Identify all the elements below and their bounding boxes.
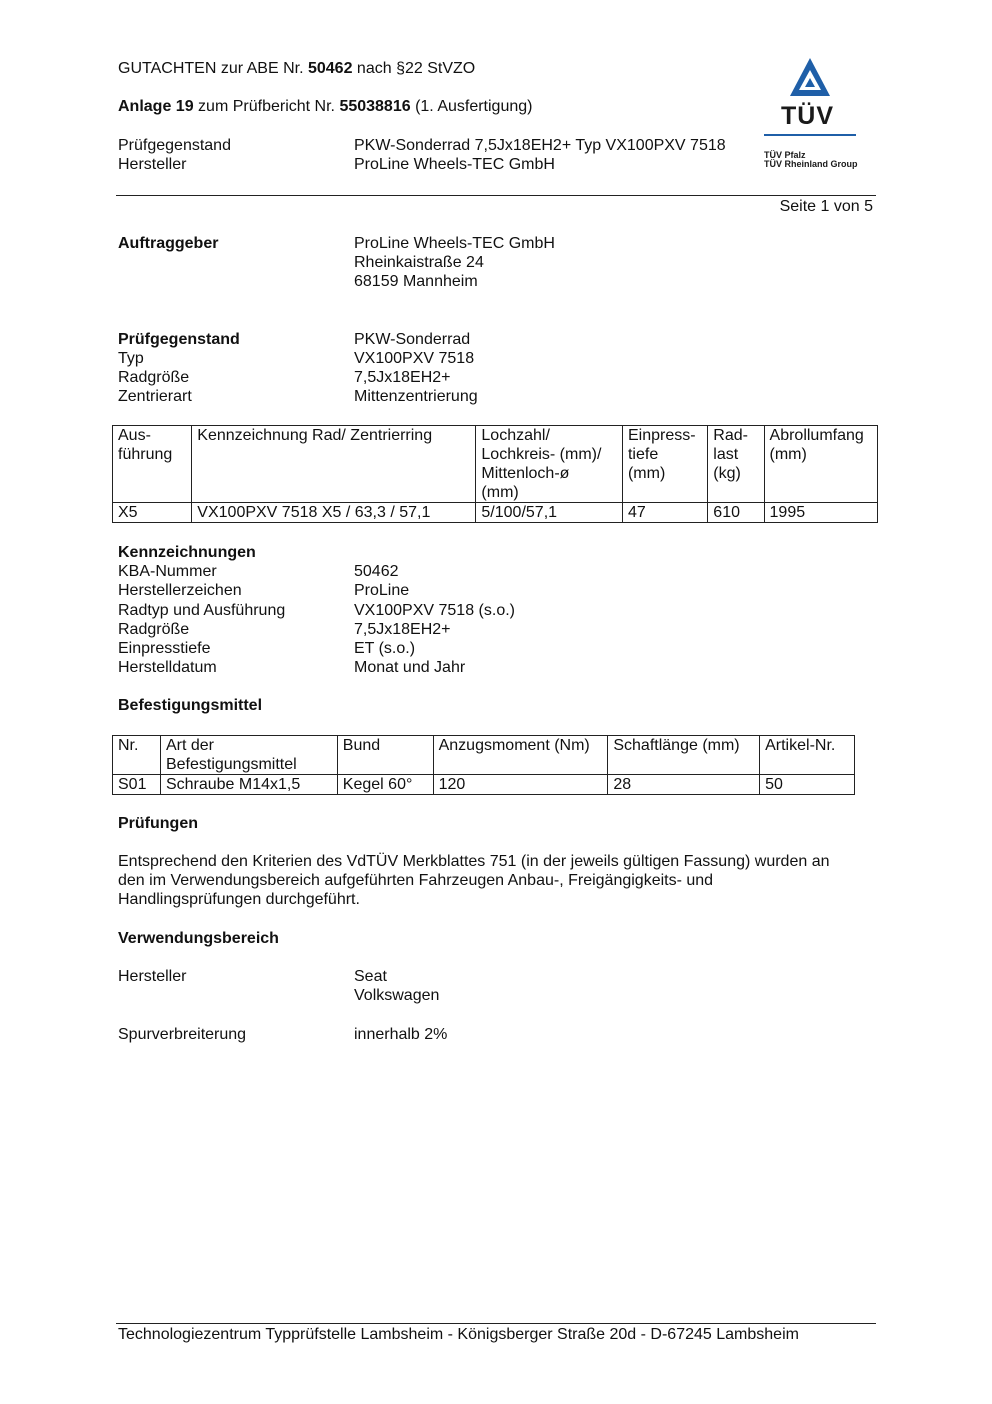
abe-number: 50462: [307, 60, 353, 77]
title-suffix: nach §22 StVZO: [356, 60, 476, 77]
tuv-group-text: TÜV Rheinland Group: [764, 159, 858, 169]
kz-value-1: 50462: [354, 563, 399, 580]
header-value-pruefgegenstand: PKW-Sonderrad 7,5Jx18EH2+ Typ VX100PXV 7518: [354, 137, 726, 154]
wheel-cell-radlast: 610: [708, 503, 764, 523]
fastener-cell-anzugsmoment: 120: [433, 775, 608, 795]
tuv-pfalz-text: TÜV Pfalz: [764, 150, 806, 160]
pg-label-4: Zentrierart: [118, 388, 192, 405]
annex-mid: zum Prüfbericht Nr.: [198, 98, 335, 115]
fastener-header-nr: Nr.: [113, 736, 161, 775]
auftraggeber-line-1: ProLine Wheels-TEC GmbH: [354, 235, 555, 252]
wheel-cell-ausfuehrung: X5: [113, 503, 192, 523]
fastener-header-bund: Bund: [337, 736, 433, 775]
report-number: 55038816: [339, 98, 411, 115]
wheel-cell-abrollumfang: 1995: [764, 503, 877, 523]
fastener-cell-nr: S01: [113, 775, 161, 795]
auftraggeber-label: Auftraggeber: [118, 235, 219, 252]
fastener-table-header-row: [113, 736, 855, 775]
header-label-pruefgegenstand: Prüfgegenstand: [118, 137, 231, 154]
wheel-cell-einpresstiefe: 47: [622, 503, 707, 523]
vb-hersteller-label: Hersteller: [118, 968, 187, 985]
auftraggeber-line-2: Rheinkaistraße 24: [354, 254, 484, 271]
annex-suffix: (1. Ausfertigung): [415, 98, 533, 115]
wheel-header-kennzeichnung: Kennzeichnung Rad/ Zentrierring: [192, 426, 476, 503]
kz-value-3: VX100PXV 7518 (s.o.): [354, 602, 515, 619]
verwendungsbereich-title: Verwendungsbereich: [118, 930, 279, 947]
fastener-cell-artikel: 50: [760, 775, 855, 795]
pg-value-1: PKW-Sonderrad: [354, 331, 471, 348]
pruefungen-line-3: Handlingsprüfungen durchgeführt.: [118, 891, 360, 908]
pg-value-2: VX100PXV 7518: [354, 350, 475, 367]
fastener-cell-art: Schraube M14x1,5: [160, 775, 337, 795]
wheel-header-radlast: Rad- last (kg): [708, 426, 764, 503]
pg-label-3: Radgröße: [118, 369, 190, 386]
wheel-header-abrollumfang: Abrollumfang (mm): [764, 426, 877, 503]
title-prefix: GUTACHTEN zur ABE Nr.: [118, 60, 304, 77]
kz-label-2: Herstellerzeichen: [118, 582, 242, 599]
tuv-logo: [764, 56, 858, 169]
kennzeichnungen-title: Kennzeichnungen: [118, 544, 256, 561]
pruefungen-line-1: Entsprechend den Kriterien des VdTÜV Merkblattes 751 (in der jeweils gültigen Fassung) wurden an: [118, 853, 830, 870]
fastener-table: [112, 735, 855, 795]
fastener-header-anzugsmoment: Anzugsmoment (Nm): [433, 736, 608, 775]
fastener-header-schaftlaenge: Schaftlänge (mm): [608, 736, 760, 775]
vb-spur-value: innerhalb 2%: [354, 1026, 448, 1043]
kz-label-1: KBA-Nummer: [118, 563, 217, 580]
vb-hersteller-1: Seat: [354, 968, 387, 985]
wheel-cell-lochzahl: 5/100/57,1: [476, 503, 623, 523]
kz-value-2: ProLine: [354, 582, 410, 599]
wheel-header-ausfuehrung: Aus- führung: [113, 426, 192, 503]
annex-line: [118, 97, 532, 116]
pg-label-2: Typ: [118, 350, 144, 367]
kz-value-4: 7,5Jx18EH2+: [354, 621, 451, 638]
wheel-table: [112, 425, 878, 523]
document-title-line: [118, 59, 475, 78]
kz-value-6: Monat und Jahr: [354, 659, 466, 676]
fastener-cell-bund: Kegel 60°: [337, 775, 433, 795]
pg-label-1: Prüfgegenstand: [118, 331, 240, 348]
befestigung-title: Befestigungsmittel: [118, 697, 263, 714]
kz-label-6: Herstelldatum: [118, 659, 217, 676]
kz-value-5: ET (s.o.): [354, 640, 416, 657]
wheel-header-einpresstiefe: Einpress- tiefe (mm): [622, 426, 707, 503]
table-row: [113, 775, 855, 795]
footer-divider: [116, 1323, 876, 1324]
pruefungen-title: Prüfungen: [118, 815, 198, 832]
annex-label: Anlage 19: [118, 98, 194, 115]
wheel-cell-kennzeichnung: VX100PXV 7518 X5 / 63,3 / 57,1: [192, 503, 476, 523]
pg-value-3: 7,5Jx18EH2+: [354, 369, 451, 386]
header-divider: [116, 195, 876, 196]
header-label-hersteller: Hersteller: [118, 156, 187, 173]
tuv-logo-text: TÜV: [781, 102, 834, 130]
fastener-header-art: Art der Befestigungsmittel: [160, 736, 337, 775]
fastener-header-artikel: Artikel-Nr.: [760, 736, 855, 775]
pruefungen-line-2: den im Verwendungsbereich aufgeführten Fahrzeugen Anbau-, Freigängigkeits- und: [118, 872, 714, 889]
auftraggeber-line-3: 68159 Mannheim: [354, 273, 478, 290]
wheel-header-lochzahl: Lochzahl/ Lochkreis- (mm)/ Mittenloch-ø (mm): [476, 426, 623, 503]
vb-hersteller-2: Volkswagen: [354, 987, 440, 1004]
vb-spur-label: Spurverbreiterung: [118, 1026, 247, 1043]
pg-value-4: Mittenzentrierung: [354, 388, 478, 405]
wheel-table-header-row: [113, 426, 878, 503]
table-row: [113, 503, 878, 523]
fastener-cell-schaftlaenge: 28: [608, 775, 760, 795]
footer-text: Technologiezentrum Typprüfstelle Lambsheim - Königsberger Straße 20d - D-67245 Lambsheim: [118, 1326, 799, 1343]
kz-label-5: Einpresstiefe: [118, 640, 211, 657]
kz-label-3: Radtyp und Ausführung: [118, 602, 286, 619]
page-info: Seite 1 von 5: [779, 198, 873, 215]
kz-label-4: Radgröße: [118, 621, 190, 638]
header-value-hersteller: ProLine Wheels-TEC GmbH: [354, 156, 555, 173]
